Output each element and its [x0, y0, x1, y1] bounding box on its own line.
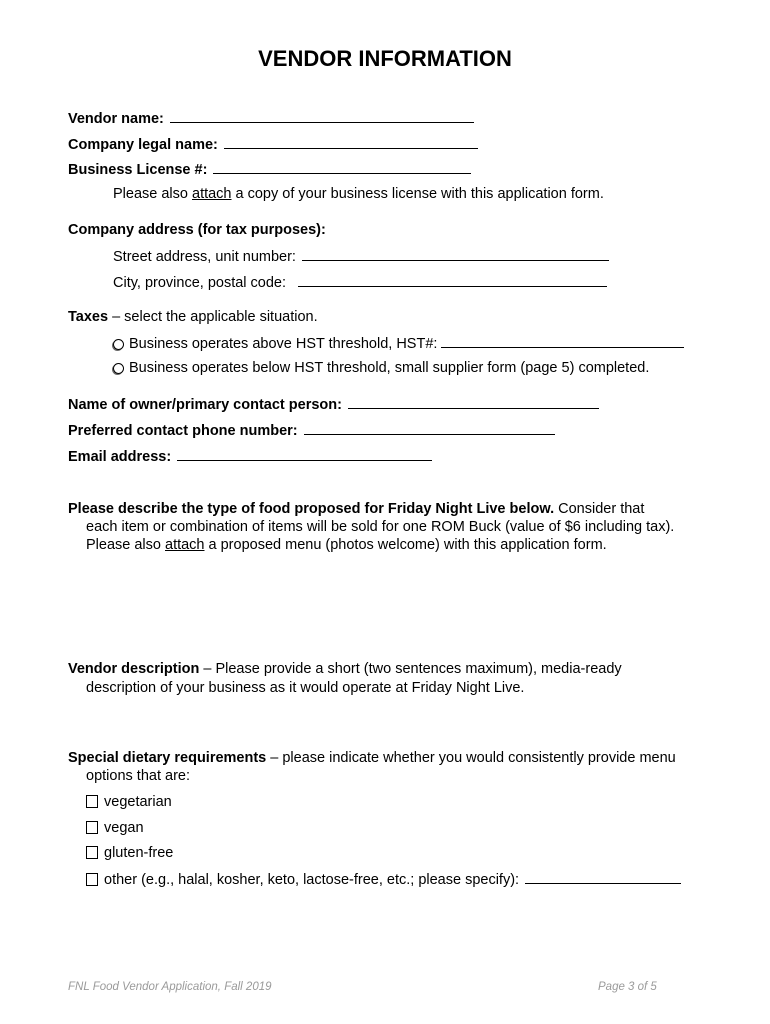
tax-option-above-label: Business operates above HST threshold, HST#:: [129, 336, 438, 352]
company-legal-name-field[interactable]: [68, 136, 478, 153]
hst-number-line[interactable]: [441, 335, 684, 348]
dietary-bold: Special dietary requirements: [68, 750, 267, 766]
vendor-name-label: Vendor name:: [68, 111, 164, 127]
food-prompt-bold: Please describe the type of food proposed for Friday Night Live below.: [68, 501, 555, 517]
business-license-line[interactable]: [213, 161, 471, 174]
address-heading: Company address (for tax purposes):: [68, 222, 326, 238]
taxes-instruction: – select the applicable situation.: [108, 309, 318, 325]
vegetarian-label: vegetarian: [104, 794, 172, 810]
city-line[interactable]: [298, 274, 607, 287]
other-specify-line[interactable]: [525, 871, 681, 884]
taxes-label: Taxes: [68, 309, 109, 325]
vendor-name-field[interactable]: [68, 110, 474, 127]
dietary-option-other[interactable]: [86, 871, 681, 888]
tax-option-below-label: Business operates below HST threshold, small supplier form (page 5) completed.: [129, 360, 650, 376]
vendor-desc-line2: description of your business as it would operate at Friday Night Live.: [86, 680, 525, 696]
food-prompt-text: Consider that: [554, 501, 645, 517]
taxes-heading: [68, 309, 318, 325]
city-label: City, province, postal code:: [113, 275, 287, 291]
dietary-line2: options that are:: [86, 768, 190, 784]
street-address-label: Street address, unit number:: [113, 249, 296, 265]
owner-label: Name of owner/primary contact person:: [68, 397, 342, 413]
food-prompt-line2: each item or combination of items will be sold for one ROM Buck (value of $6 including tax).: [86, 519, 675, 535]
license-note-text-end: a copy of your business license with this application form.: [231, 186, 604, 202]
email-label: Email address:: [68, 449, 172, 465]
radio-below-hst[interactable]: [113, 363, 124, 374]
food-description-prompt: [68, 501, 644, 517]
tax-option-above[interactable]: [113, 335, 684, 352]
food-line3-text-end: a proposed menu (photos welcome) with this application form.: [204, 537, 607, 553]
other-label: other (e.g., halal, kosher, keto, lactose-free, etc.; please specify):: [104, 872, 520, 888]
phone-field[interactable]: [68, 422, 555, 439]
checkbox-other[interactable]: [86, 873, 98, 886]
footer-page-number: Page 3 of 5: [598, 981, 657, 993]
page-title: VENDOR INFORMATION: [258, 46, 512, 71]
radio-above-hst[interactable]: [113, 339, 124, 350]
license-note-text: Please also: [113, 186, 192, 202]
business-license-label: Business License #:: [68, 162, 208, 178]
business-license-field[interactable]: [68, 161, 471, 178]
checkbox-vegan[interactable]: [86, 821, 98, 834]
dietary-prompt: [68, 750, 676, 766]
gluten-free-label: gluten-free: [104, 845, 174, 861]
phone-label: Preferred contact phone number:: [68, 423, 298, 439]
footer-left: FNL Food Vendor Application, Fall 2019: [68, 981, 272, 993]
license-note-attach: attach: [192, 186, 232, 202]
email-field[interactable]: [68, 448, 432, 465]
dietary-option-vegan[interactable]: [86, 820, 144, 836]
city-field[interactable]: [113, 274, 607, 291]
company-legal-name-line[interactable]: [224, 136, 478, 149]
owner-field[interactable]: [68, 396, 599, 413]
street-address-line[interactable]: [302, 248, 609, 261]
email-line[interactable]: [177, 448, 432, 461]
food-prompt-line3: [86, 537, 607, 553]
phone-line[interactable]: [304, 422, 555, 435]
company-legal-name-label: Company legal name:: [68, 137, 218, 153]
dietary-option-gluten-free[interactable]: [86, 845, 173, 861]
vendor-name-line[interactable]: [170, 110, 474, 123]
food-line3-attach: attach: [165, 537, 205, 553]
license-note: [113, 186, 604, 202]
checkbox-gluten-free[interactable]: [86, 846, 98, 859]
vendor-desc-bold: Vendor description: [68, 661, 200, 677]
vendor-desc-text: – Please provide a short (two sentences maximum), media-ready: [199, 661, 622, 677]
vendor-description-prompt: [68, 661, 622, 677]
street-address-field[interactable]: [113, 248, 609, 265]
tax-option-below[interactable]: [113, 360, 649, 376]
dietary-text: – please indicate whether you would consistently provide menu: [266, 750, 676, 766]
dietary-option-vegetarian[interactable]: [86, 794, 172, 810]
checkbox-vegetarian[interactable]: [86, 795, 98, 808]
owner-line[interactable]: [348, 396, 599, 409]
vegan-label: vegan: [104, 820, 144, 836]
food-line3-text: Please also: [86, 537, 165, 553]
